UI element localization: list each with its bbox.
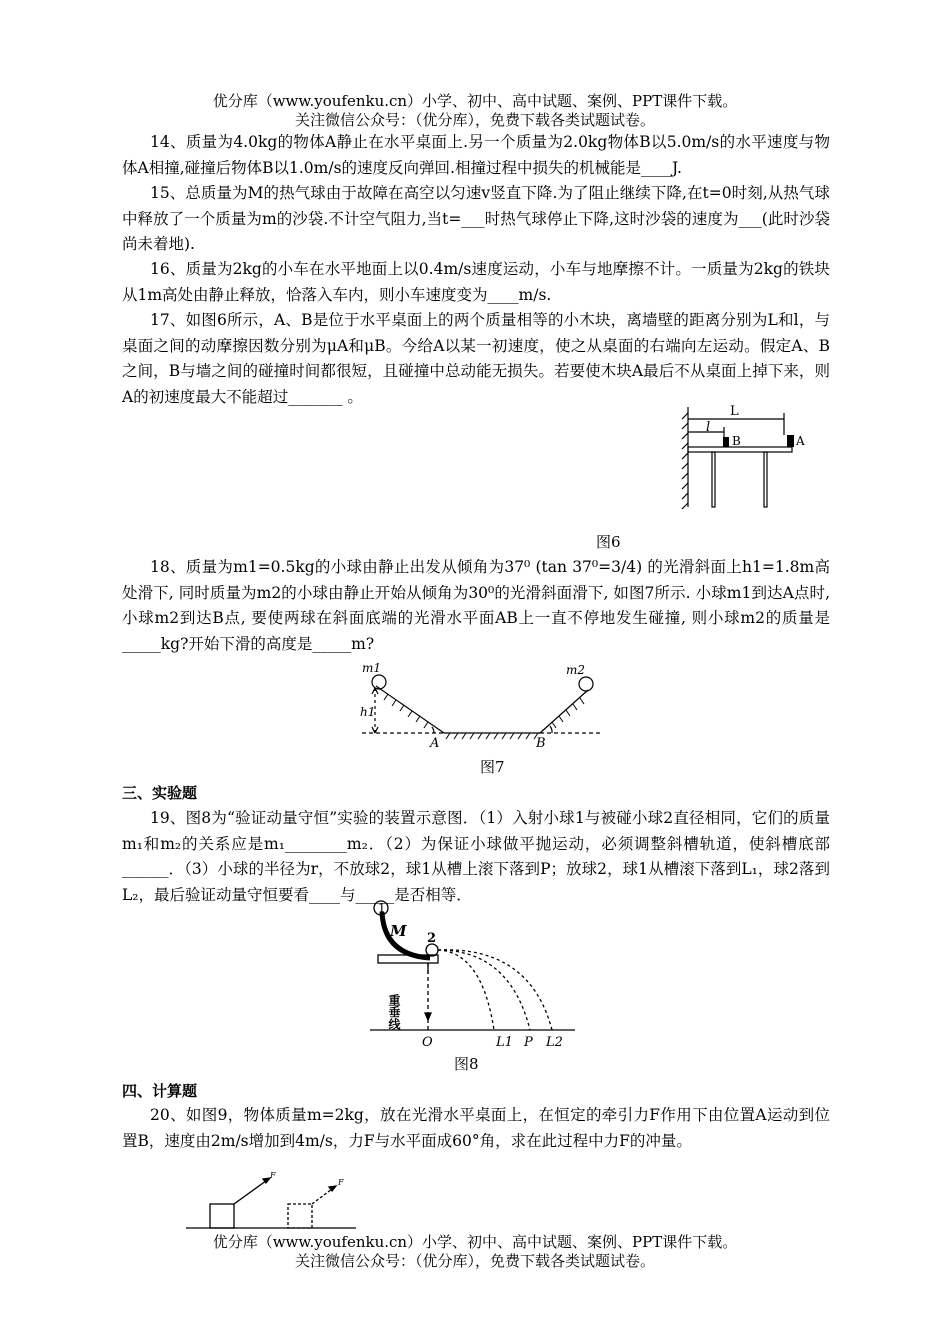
fig6-label-l: l (706, 420, 711, 435)
question-20: 20、如图9，物体质量m=2kg，放在光滑水平桌面上，在恒定的牵引力F作用下由位置A运动到位置B，速度由2m/s增加到4m/s，力F与水平面成60°角，求在此过程中力F的冲量。 (122, 1106, 830, 1150)
section-3-title: 三、实验题 (122, 784, 198, 802)
section-4-title: 四、计算题 (122, 1082, 198, 1100)
fig6-label-B: B (732, 434, 741, 448)
fig7-label-h1: h1 (360, 705, 376, 719)
fig7-label-B: B (536, 736, 546, 751)
fig6-label-A: A (796, 434, 805, 448)
header-line-2: 关注微信公众号：（优分库），免费下载各类试题试卷。 (294, 111, 655, 129)
fig9-label-F1: F (270, 1171, 276, 1180)
question-16: 16、质量为2kg的小车在水平地面上以0.4m/s速度运动，小车与地摩擦不计。一质量为2kg的铁块从1m高处由静止释放，恰落入车内，则小车速度变为____m/s. (122, 260, 830, 304)
fig8-label-2: 2 (427, 931, 437, 946)
question-15: 15、总质量为M的热气球由于故障在高空以匀速v竖直下降.为了阻止继续下降,在t=0时刻,从热气球中释放了一个质量为m的沙袋.不计空气阻力,当t=___时热气球停止下降,这时沙袋的速度为___(此时沙袋尚未着地). (122, 184, 830, 253)
fig7-label-A: A (430, 736, 440, 751)
question-19: 19、图8为“验证动量守恒”实验的装置示意图．（1）入射小球1与被碰小球2直径相同，它们的质量m₁和m₂的关系应是m₁________m₂．（2）为保证小球做平抛运动，必须调整斜槽轨道，使斜槽底部______．（3）小球的半径为r，不放球2，球1从槽上滚下落到P；放球2，球1从槽滚下落到L₁，球2落到L₂，最后验证动量守恒要看____与_____是否相等． (122, 809, 830, 904)
fig7-caption: 图7 (480, 758, 505, 776)
question-14: 14、质量为4.0kg的物体A静止在水平桌面上.另一个质量为2.0kg物体B以5.0m/s的水平速度与物体A相撞,碰撞后物体B以1.0m/s的速度反向弹回.相撞过程中损失的机械能是____J. (122, 133, 830, 177)
fig8-label-P: P (524, 1035, 533, 1050)
footer-line-1: 优分库（www.youfenku.cn）小学、初中、高中试题、案例、PPT课件下载。 (212, 1233, 738, 1251)
fig8-label-1: 1 (378, 901, 386, 915)
fig9-label-F2: F (338, 1178, 344, 1187)
question-17: 17、如图6所示，A、B是位于水平桌面上的两个质量相等的小木块，离墙壁的距离分别为L和l，与桌面之间的动摩擦因数分别为μA和μB。今给A以某一初速度，使之从桌面的右端向左运动。假定A、B之间，B与墙之间的碰撞时间都很短，且碰撞中总动能无损失。若要使木块A最后不从桌面上掉下来，则A的初速度最大不能超过_______ 。 (122, 311, 830, 406)
fig6-label-L: L (730, 404, 739, 419)
figure-8 (370, 900, 575, 1048)
figure-9 (186, 1170, 356, 1232)
question-18: 18、质量为m1=0.5kg的小球由静止出发从倾角为37⁰ (tan 37⁰=3/4) 的光滑斜面上h1=1.8m高处滑下, 同时质量为m2的小球由静止开始从倾角为30⁰的光滑斜面滑下, 如图7所示. 小球m1到达A点时, 小球m2到达B点, 要使两球在斜面底端的光滑水平面AB上一直不停地发生碰撞, 则小球m2的质量是_____kg?开始下滑的高度是_____m? (122, 558, 830, 653)
header-line-1: 优分库（www.youfenku.cn）小学、初中、高中试题、案例、PPT课件下载。 (212, 92, 738, 110)
fig8-label-L2: L2 (546, 1035, 563, 1050)
footer-line-2: 关注微信公众号：（优分库），免费下载各类试题试卷。 (294, 1252, 655, 1270)
fig6-caption: 图6 (596, 533, 621, 551)
fig8-label-L1: L1 (496, 1035, 513, 1050)
fig7-label-m2: m2 (566, 663, 586, 677)
fig7-label-m1: m1 (362, 661, 382, 675)
figure-6 (680, 405, 830, 515)
figure-7 (360, 662, 605, 750)
fig8-label-chuixian: 重垂线 (387, 994, 401, 1030)
fig8-label-O: O (422, 1035, 433, 1050)
fig8-caption: 图8 (454, 1055, 479, 1073)
fig8-label-M: M (390, 922, 407, 940)
